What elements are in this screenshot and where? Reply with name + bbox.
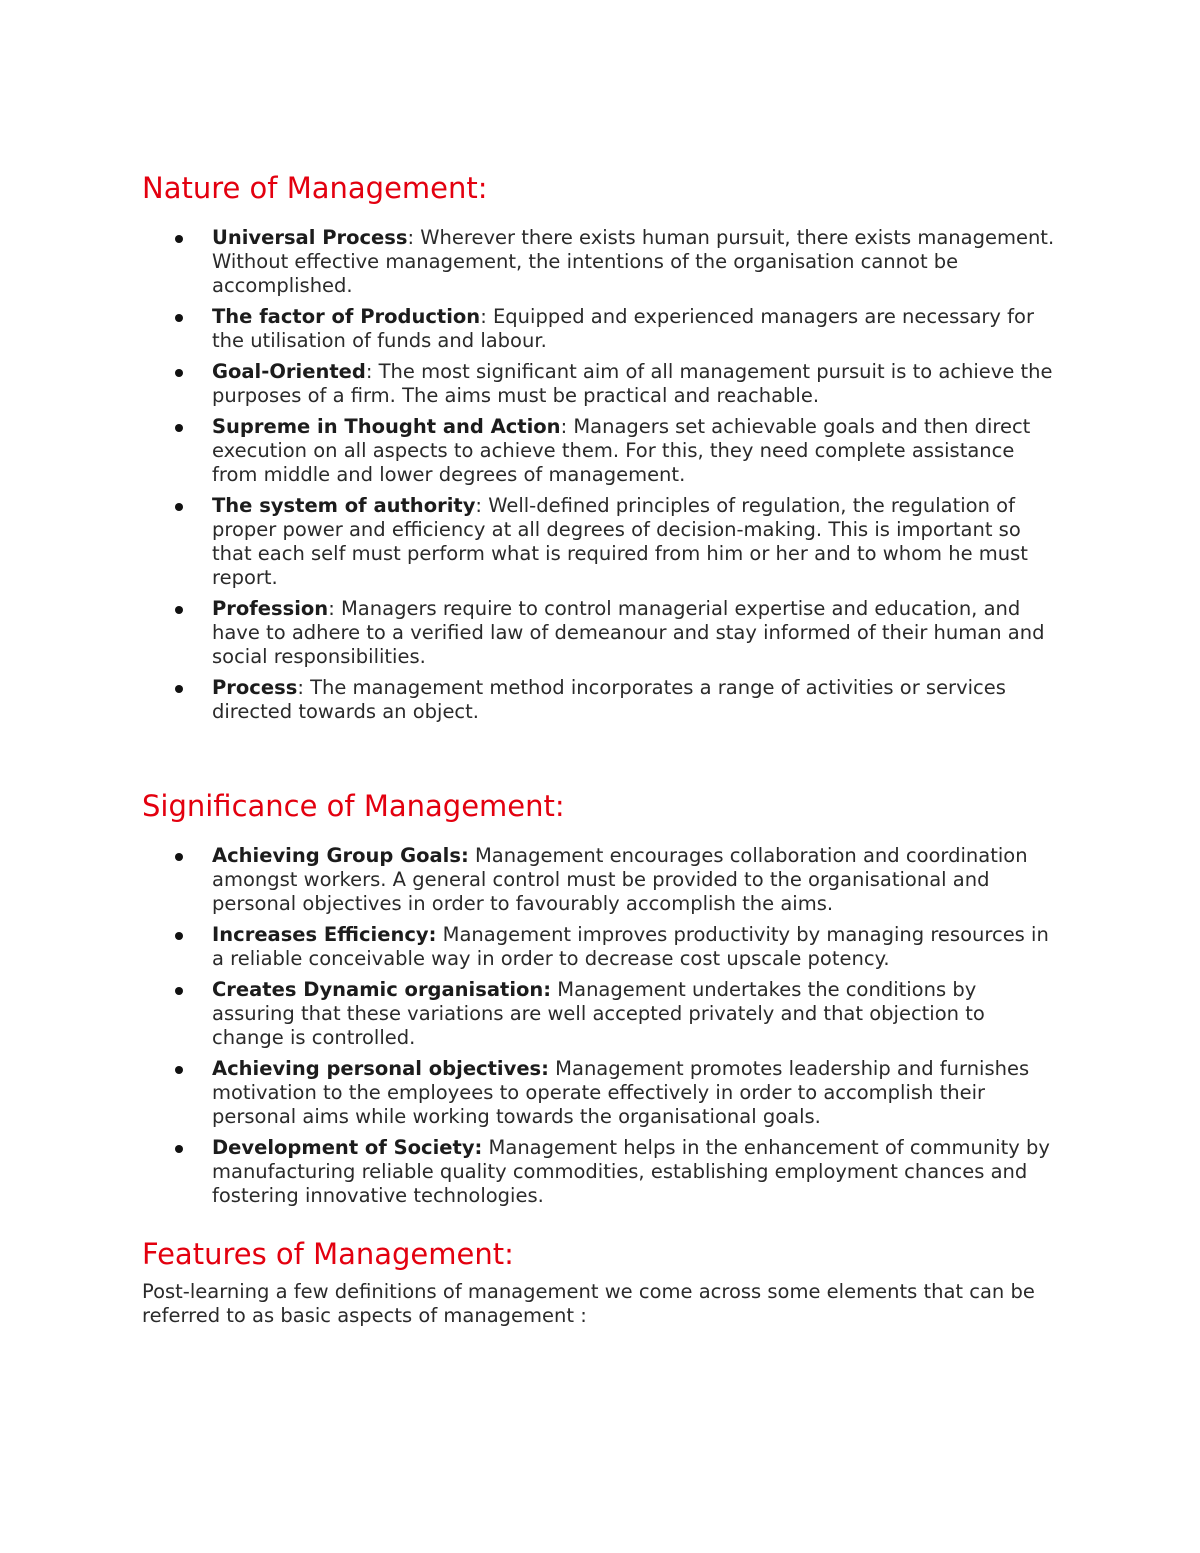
features-intro: Post-learning a few definitions of management we come across some elements that can be referred to as basic aspects of management : <box>142 1280 1035 1327</box>
list-item <box>142 305 1060 353</box>
bullet-icon <box>175 314 183 322</box>
list-item <box>142 978 1060 1050</box>
list-item <box>142 844 1060 916</box>
item-text: Managers set achievable goals and then direct execution on all aspects to achieve them. For this, they need complete assistance from middle and lower degrees of management. <box>212 415 1031 486</box>
item-term: Achieving personal objectives: <box>212 1057 549 1080</box>
item-term: Creates Dynamic organisation: <box>212 978 552 1001</box>
list-item <box>142 676 1060 724</box>
bullet-icon <box>175 424 183 432</box>
item-separator: : <box>407 226 421 249</box>
list-item <box>142 494 1060 590</box>
item-text: Managers require to control managerial expertise and education, and have to adhere to a verified law of demeanour and stay informed of their human and social responsibilities. <box>212 597 1045 668</box>
item-term: Development of Society: <box>212 1136 483 1159</box>
item-separator: : <box>560 415 574 438</box>
list-item <box>142 360 1060 408</box>
item-separator: : <box>297 676 311 699</box>
bullet-icon <box>175 853 183 861</box>
item-text: Management helps in the enhancement of community by manufacturing reliable quality commodities, establishing employment chances and fostering innovative technologies. <box>212 1136 1050 1207</box>
significance-heading: Significance of Management: <box>142 789 565 823</box>
item-separator: : <box>365 360 379 383</box>
nature-heading: Nature of Management: <box>142 171 488 205</box>
item-term: Universal Process <box>212 226 408 249</box>
significance-list <box>142 844 1060 1208</box>
item-text: The management method incorporates a range of activities or services directed towards an object. <box>212 676 1006 723</box>
item-text: Management undertakes the conditions by assuring that these variations are well accepted privately and that objection to change is controlled. <box>212 978 985 1049</box>
bullet-icon <box>175 606 183 614</box>
item-term: Goal-Oriented <box>212 360 366 383</box>
nature-list <box>142 226 1060 724</box>
list-item <box>142 597 1060 669</box>
item-separator: : <box>475 494 489 517</box>
item-text: Management improves productivity by managing resources in a reliable conceivable way in order to decrease cost upscale potency. <box>212 923 1049 970</box>
list-item <box>142 923 1060 971</box>
item-term: The factor of Production <box>212 305 481 328</box>
list-item <box>142 1136 1060 1208</box>
item-separator: : <box>480 305 493 328</box>
item-text: Wherever there exists human pursuit, there exists management. Without effective management, the intentions of the organisation cannot be accomplished. <box>212 226 1055 297</box>
item-text: Management encourages collaboration and coordination amongst workers. A general control must be provided to the organisational and personal objectives in order to favourably accomplish the aims. <box>212 844 1028 915</box>
bullet-icon <box>175 1066 183 1074</box>
bullet-icon <box>175 932 183 940</box>
item-term: Supreme in Thought and Action <box>212 415 561 438</box>
list-item <box>142 1057 1060 1129</box>
item-separator: : <box>328 597 341 620</box>
item-term: Process <box>212 676 298 699</box>
item-term: The system of authority <box>212 494 476 517</box>
item-text: Equipped and experienced managers are necessary for the utilisation of funds and labour. <box>212 305 1034 352</box>
item-term: Increases Efficiency: <box>212 923 437 946</box>
list-item <box>142 415 1060 487</box>
bullet-icon <box>175 1145 183 1153</box>
bullet-icon <box>175 369 183 377</box>
item-term: Profession <box>212 597 329 620</box>
bullet-icon <box>175 503 183 511</box>
item-text: Well-defined principles of regulation, the regulation of proper power and efficiency at all degrees of decision-making. This is important so that each self must perform what is required from him or her and to whom he must report. <box>212 494 1028 589</box>
features-heading: Features of Management: <box>142 1237 514 1271</box>
bullet-icon <box>175 987 183 995</box>
bullet-icon <box>175 235 183 243</box>
bullet-icon <box>175 685 183 693</box>
item-text: Management promotes leadership and furnishes motivation to the employees to operate effectively in order to accomplish their personal aims while working towards the organisational goals. <box>212 1057 1030 1128</box>
item-text: The most significant aim of all management pursuit is to achieve the purposes of a firm. The aims must be practical and reachable. <box>212 360 1053 407</box>
item-term: Achieving Group Goals: <box>212 844 469 867</box>
list-item <box>142 226 1060 298</box>
